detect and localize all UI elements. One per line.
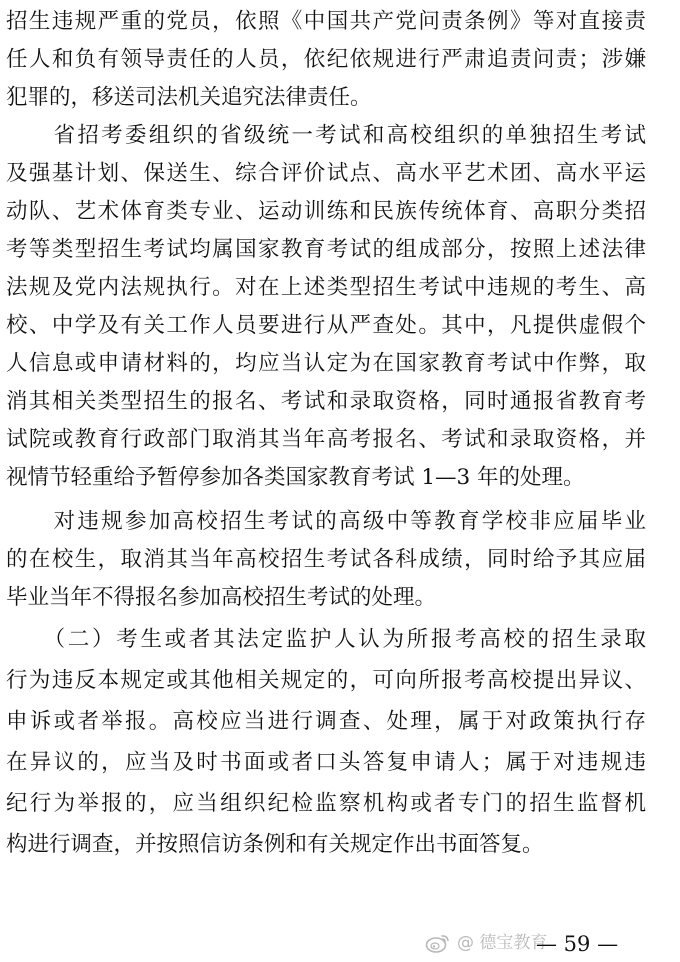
watermark-text: @ 德宝教育	[457, 933, 548, 953]
watermark	[425, 929, 547, 957]
text-line: 的在校生，取消其当年高校招生考试各科成绩，同时给予其应届	[6, 547, 646, 572]
text-line: 省招考委组织的省级统一考试和高校组织的单独招生考试	[6, 123, 646, 148]
text-line: 招生违规严重的党员，依照《中国共产党问责条例》等对直接责	[6, 9, 646, 34]
text-line: 申诉或者举报。高校应当进行调查、处理，属于对政策执行存	[6, 709, 646, 734]
text-line: 及强基计划、保送生、综合评价试点、高水平艺术团、高水平运	[6, 161, 646, 186]
text-line: （二）考生或者其法定监护人认为所报考高校的招生录取	[6, 627, 646, 652]
page-number: — 59 —	[536, 932, 619, 956]
text-line: 犯罪的，移送司法机关追究法律责任。	[6, 85, 372, 110]
text-line: 法规及党内法规执行。对在上述类型招生考试中违规的考生、高	[6, 275, 646, 300]
text-line: 纪行为举报的，应当组织纪检监察机构或者专门的招生监督机	[6, 791, 646, 816]
text-line: 在异议的，应当及时书面或者口头答复申请人；属于对违规违	[6, 750, 646, 775]
text-line: 视情节轻重给予暂停参加各类国家教育考试 1—3 年的处理。	[6, 465, 585, 490]
text-line: 人信息或申请材料的，均应当认定为在国家教育考试中作弊，取	[6, 351, 646, 376]
text-line: 任人和负有领导责任的人员，依纪依规进行严肃追责问责；涉嫌	[6, 47, 646, 72]
text-line: 行为违反本规定或其他相关规定的，可向所报考高校提出异议、	[6, 668, 646, 693]
text-line: 对违规参加高校招生考试的高级中等教育学校非应届毕业	[6, 509, 646, 534]
text-line: 试院或教育行政部门取消其当年高考报名、考试和录取资格，并	[6, 427, 646, 452]
text-line: 构进行调查，并按照信访条例和有关规定作出书面答复。	[6, 832, 544, 857]
text-line: 考等类型招生考试均属国家教育考试的组成部分，按照上述法律	[6, 237, 646, 262]
text-line: 毕业当年不得报名参加高校招生考试的处理。	[6, 585, 437, 610]
text-line: 动队、艺术体育类专业、运动训练和民族传统体育、高职分类招	[6, 199, 646, 224]
text-line: 消其相关类型招生的报名、考试和录取资格，同时通报省教育考	[6, 389, 646, 414]
weibo-logo-icon	[425, 932, 451, 954]
text-line: 校、中学及有关工作人员要进行从严查处。其中，凡提供虚假个	[6, 313, 646, 338]
